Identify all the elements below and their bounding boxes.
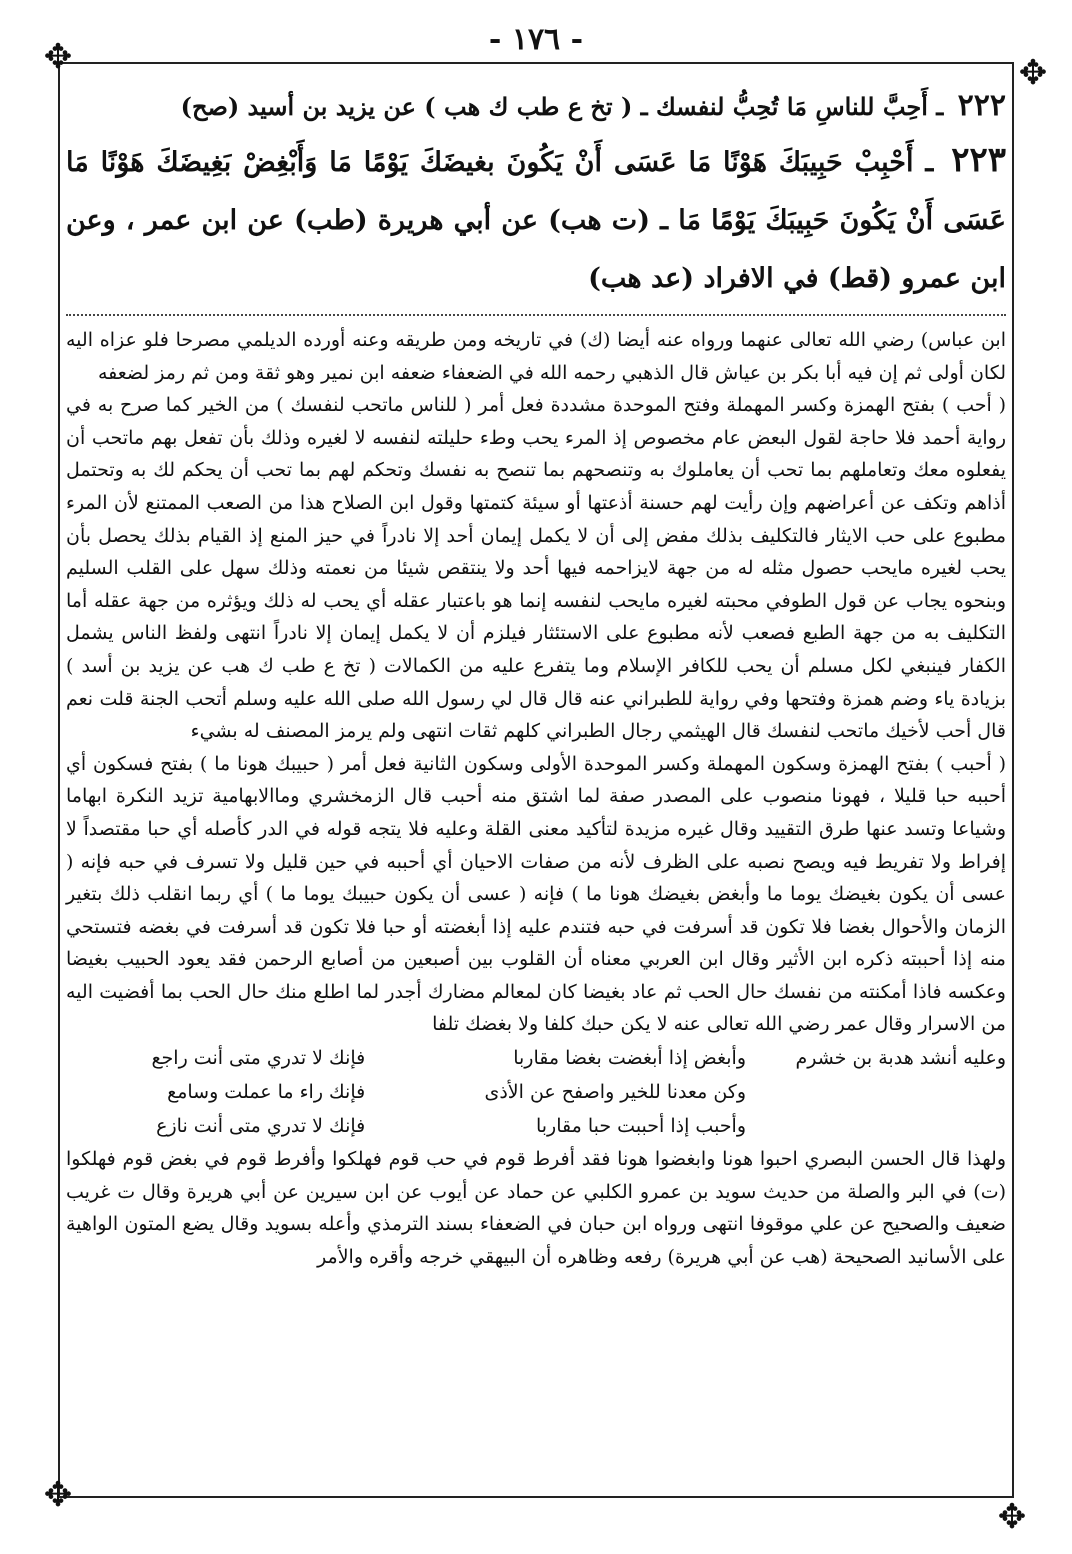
- page-frame-top-border: [58, 62, 1014, 64]
- poem-verse: [66, 1109, 1006, 1143]
- corner-ornament-icon: ✥: [43, 37, 73, 77]
- page-content: [66, 88, 1006, 1273]
- commentary-paragraph: ( أحب ) بفتح الهمزة وكسر المهملة وفتح الموحدة مشددة فعل أمر ( للناس ماتحب لنفسك ) من الخير كما صرح به في رواية أحمد فلا حاجة لقول البعض عام مخصوص إذ المرء يحب وطء حليلته لنفسه لا لغيره وذلك بأن تفعل بهم ماتحب أن يفعلوه معك وتعاملهم بما تحب أن يعاملوك به وتنصحهم بما تنصح به نفسك وتحكم لهم بما تحب أن يحكم لك به وتحتمل أذاهم وتكف عن أعراضهم وإن رأيت لهم حسنة أذعتها أو سيئة كتمتها وقول ابن الصلاح هذا من الصعب الممتنع لأن المرء مطبوع على حب الايثار فالتكليف بذلك مفض إلى أن لا يكمل إيمان أحد إلا نادراً في حيز المنع إذ القيام بذلك يحصل بأن يحب لغيره مايحب حصول مثله له من جهة لايزاحمه فيها أحد ولا ينتقص شيئا من نعمته وذلك سهل على القلب السليم وبنحوه يجاب عن قول الطوفي محبته لغيره مايحب لنفسه إنما هو باعتبار عقله أي يحب له ذلك ويؤثره من جهة عقله أما التكليف به من جهة الطبع فصعب لأنه مطبوع على الاستئثار فيلزم أن لا يكمل إيمان إلا نادراً انتهى ولفظ الناس يشمل الكفار فينبغي لكل مسلم أن يحب للكافر الإسلام وما يتفرع عليه من الكمالات ( تخ ع طب ك هب عن يزيد بن أسد ) بزيادة ياء وضم همزة وفتحها وفي رواية للطبراني عنه قال قال لي رسول الله صلى الله عليه وسلم أتحب الجنة قلت نعم قال أحب لأخيك ماتحب لنفسك قال الهيثمي رجال الطبراني كلهم ثقات انتهى ولم يرمز المصنف له بشيء: [66, 394, 1006, 743]
- corner-ornament-icon: ✥: [1018, 53, 1048, 93]
- hadith-number: ٢٢٣: [951, 140, 1006, 180]
- corner-ornament-icon: ✥: [43, 1475, 73, 1515]
- poem: [66, 1041, 1006, 1143]
- commentary-paragraph: ( أحبب ) بفتح الهمزة وسكون المهملة وكسر الموحدة الأولى وسكون الثانية فعل أمر ( حبيبك هونا ما ) بفتح فسكون أي أحببه حبا قليلا ، فهونا منصوب على المصدر صفة لما اشتق منه أحبب قال الزمخشري وماالابهامية تزيد النكرة ابهاما وشياعا وتسد عنها طرق التقييد وقال غيره مزيدة لتأكيد معنى القلة وعليه فلا يتجه قوله في الدر كأصله أي حبا مقتصداً لا إفراط ولا تفريط فيه ويصح نصبه على الظرف لأنه من صفات الاحيان أي أحببه في حين قليل ولا تسرف في حبه فإنه ( عسى أن يكون بغيضك يوما ما وأبغض بغيضك هونا ما ) فإنه ( عسى أن يكون حبيبك يوما ما ) أي ربما انقلب ذلك بتغير الزمان والأحوال بغضا فلا تكون قد أسرفت في حبه فتندم عليه إذا أبغضته أو حبا فلا تكون قد أسرفت في بغضه فتستحي منه إذا أحببته ذكره ابن الأثير وقال ابن العربي معناه أن القلوب بين أصبعين من أصابع الرحمن فقد يعود الحبيب بغيضا وعكسه فاذا أمكنته من نفسك حال الحب ثم عاد بغيضا كان لمعالم مضارك أجدر لما اطلع منك حال الحب بما أفضيت اليه من الاسرار وقال عمر رضي الله تعالى عنه لا يكن حبك كلفا ولا بغضك تلفا: [66, 752, 1006, 1036]
- hadith-entry-222: [66, 88, 1006, 125]
- corner-ornament-icon: ✥: [997, 1497, 1027, 1537]
- verse-first-hemistich: وكن معدنا للخير واصفح عن الأذى: [484, 1081, 746, 1104]
- poem-verse: [66, 1075, 1006, 1109]
- hadith-text: ـ أَحْبِبْ حَبِيبَكَ هَوْنًا مَا عَسَى أَنْ يَكُونَ بغيضَكَ يَوْمًا مَا وَأَبْغِضْ بَغِيضَكَ هَوْنًا مَا عَسَى أَنْ يَكُونَ حَبِيبَكَ يَوْمًا مَا ـ (ت هب) عن أبي هريرة (طب) عن ابن عمر ، وعن ابن عمرو (قط) في الافراد (عد هب): [66, 147, 1006, 294]
- poem-intro: وعليه أنشد هدبة بن خشرم: [795, 1047, 1006, 1070]
- page-number: - ١٧٦ -: [488, 22, 584, 57]
- verse-second-hemistich: فإنك لا تدري متى أنت نازع: [156, 1115, 366, 1138]
- hadith-entry-223: [66, 131, 1006, 308]
- commentary-paragraph: ابن عباس) رضي الله تعالى عنهما ورواه عنه أيضا (ك) في تاريخه ومن طريقه وعنه أورده الديلمي مصرحا فلو عزاه اليه لكان أولى ثم إن فيه أبا بكر بن عياش قال الذهبي رحمه الله في الضعفاء ضعفه ابن نمير وهو ثقة ومن ثم رمز لضعفه: [66, 329, 1006, 384]
- verse-second-hemistich: فإنك لا تدري متى أنت راجع: [151, 1047, 366, 1070]
- section-divider: [66, 314, 1006, 316]
- page-frame-left-border: [58, 62, 60, 1498]
- closing-paragraph: ولهذا قال الحسن البصري احبوا هونا وابغضوا هونا فقد أفرط قوم في حب قوم فهلكوا وأفرط قوم في بغض قوم فهلكوا (ت) في البر والصلة من حديث سويد بن عمرو الكلبي عن حماد عن أيوب عن ابن سيرين عن أبي هريرة وقال ت غريب ضعيف والصحيح عن علي موقوفا انتهى ورواه ابن حبان في الضعفاء بسند الترمذي وأعله بسويد وقال يضع المتون الواهية على الأسانيد الصحيحة (هب عن أبي هريرة) رفعه وظاهره أن البيهقي خرجه وأقره والأمر: [66, 1148, 1006, 1268]
- verse-first-hemistich: وأحبب إذا أحببت حبا مقاربا: [535, 1115, 746, 1138]
- hadith-number: ٢٢٢: [957, 88, 1006, 123]
- page-frame-right-border: [1012, 62, 1014, 1498]
- verse-first-hemistich: وأبغض إذا أبغضت بغضا مقاربا: [513, 1047, 746, 1070]
- page-frame-bottom-border: [58, 1496, 1014, 1498]
- hadith-text: ـ أَحِبَّ للناسِ مَا تُحِبُّ لنفسك ـ ( تخ ع طب ك هب ) عن يزيد بن أسيد (صح): [180, 92, 944, 121]
- verse-second-hemistich: فإنك راء ما عملت وسامع: [167, 1081, 366, 1104]
- poem-verse: [66, 1041, 1006, 1075]
